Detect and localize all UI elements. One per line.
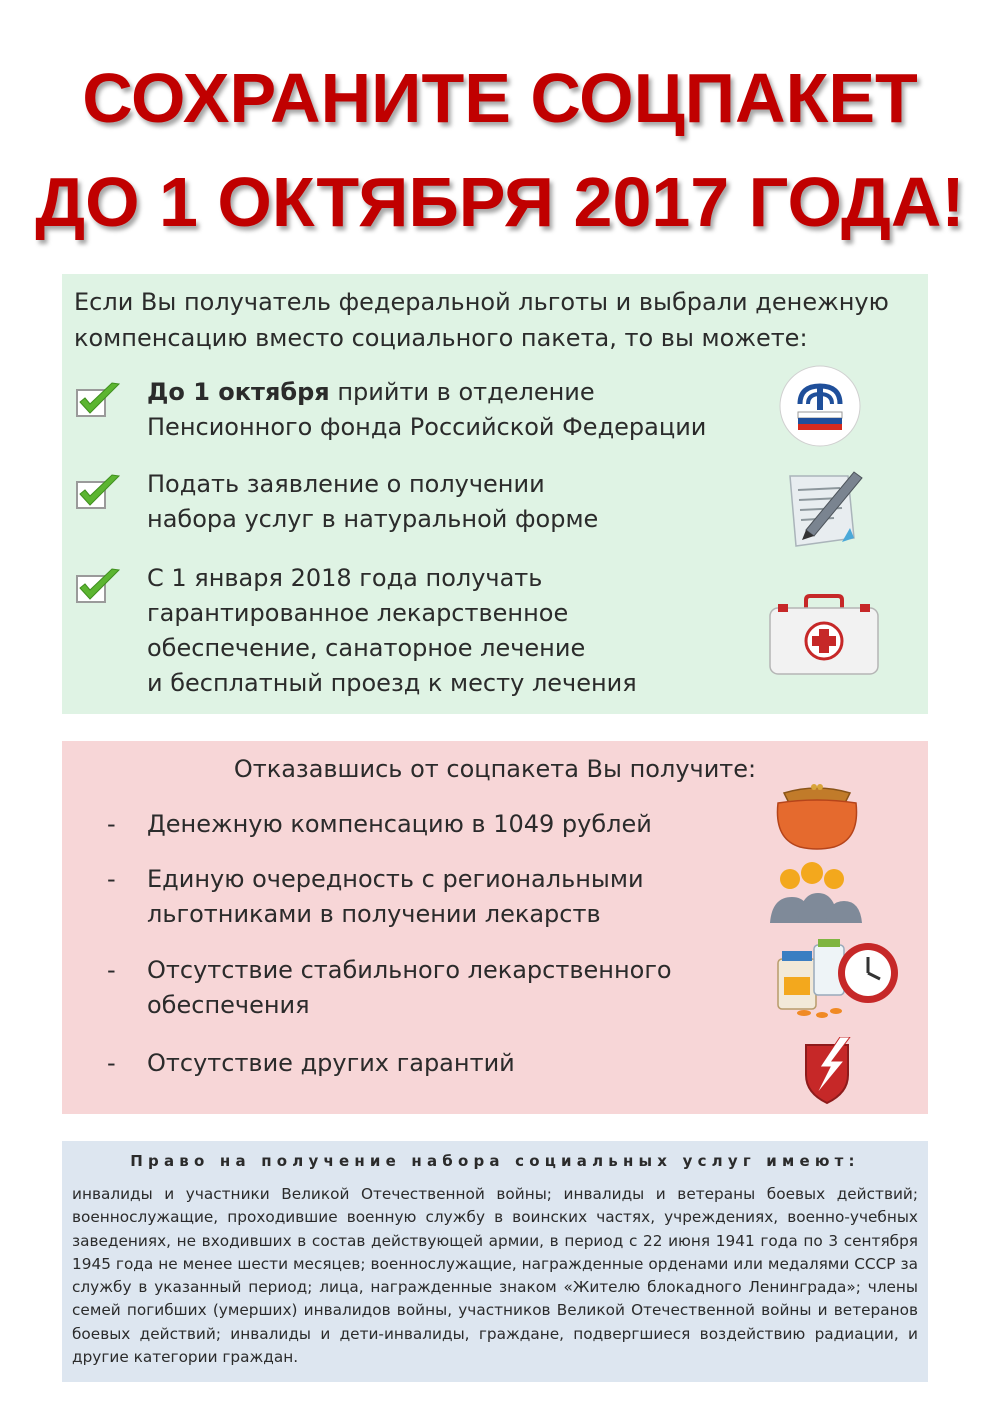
document-pen-icon bbox=[784, 466, 868, 550]
red-item-4-dash: - bbox=[107, 1049, 116, 1077]
red-heading: Отказавшись от соцпакета Вы получите: bbox=[233, 755, 757, 783]
red-item-2-text-2: льготниками в получении лекарств bbox=[147, 900, 601, 928]
red-panel bbox=[62, 741, 928, 1114]
red-item-3-dash: - bbox=[107, 956, 116, 984]
purse-icon bbox=[774, 779, 860, 851]
green-item-2-text-2: набора услуг в натуральной форме bbox=[147, 505, 599, 533]
pfr-logo-icon bbox=[778, 364, 862, 448]
green-item-3 bbox=[147, 561, 637, 701]
blue-body-text: инвалиды и участники Великой Отечественной войны; инвалиды и ветераны боевых действий; военнослужащие, проходившие военную службу в воинских частях, учреждениях, военно-учебных заведениях, не входивших в состав действующей армии, в период с 22 июня 1941 года по 3 сентября 1945 года не менее шести месяцев; военнослужащие, награжденные орденами или медалями СССР за службу в указанный период; лица, награжденные знаком «Жителю блокадного Ленинграда»; члены семей погибших (умерших) инвалидов войны, участников Великой Отечественной войны и ветеранов боевых действий; инвалиды и дети-инвалиды, граждане, подвергшиеся воздействию радиации, и другие категории граждан. bbox=[72, 1185, 918, 1367]
first-aid-kit-icon bbox=[766, 594, 882, 678]
checkbox-checked-icon bbox=[74, 380, 122, 420]
checkbox-checked-icon bbox=[74, 472, 122, 512]
red-item-1-text: Денежную компенсацию в 1049 рублей bbox=[147, 810, 652, 838]
headline-line-2: ДО 1 ОКТЯБРЯ 2017 ГОДА! bbox=[35, 163, 965, 241]
red-item-3 bbox=[147, 953, 672, 1023]
blue-heading: Право на получение набора социальных услуг имеют: bbox=[130, 1152, 860, 1170]
red-item-1-dash: - bbox=[107, 810, 116, 838]
green-item-2 bbox=[147, 467, 598, 537]
red-item-2 bbox=[147, 862, 644, 932]
blue-panel bbox=[62, 1141, 928, 1382]
red-item-2-text: Единую очередность с региональными bbox=[147, 865, 644, 893]
green-item-1-text: прийти в отделение bbox=[329, 378, 595, 406]
pills-clock-icon bbox=[774, 937, 900, 1019]
red-item-1 bbox=[147, 807, 652, 842]
green-item-3-text: С 1 января 2018 года получать bbox=[147, 564, 543, 592]
broken-shield-icon bbox=[800, 1037, 860, 1105]
people-group-icon bbox=[770, 861, 864, 923]
green-item-1-bold: До 1 октября bbox=[147, 378, 330, 406]
red-item-4-text: Отсутствие других гарантий bbox=[147, 1049, 515, 1077]
green-item-1 bbox=[147, 375, 706, 445]
red-item-4 bbox=[147, 1046, 515, 1081]
green-intro: Если Вы получатель федеральной льготы и выбрали денежную компенсацию вместо социального пакета, то вы можете: bbox=[74, 288, 889, 352]
green-item-2-text: Подать заявление о получении bbox=[147, 470, 545, 498]
red-item-3-text: Отсутствие стабильного лекарственного bbox=[147, 956, 672, 984]
green-item-3-text-3: обеспечение, санаторное лечение bbox=[147, 634, 586, 662]
green-item-1-text-2: Пенсионного фонда Российской Федерации bbox=[147, 413, 707, 441]
headline-line-1: СОХРАНИТЕ СОЦПАКЕТ bbox=[82, 59, 918, 137]
checkbox-checked-icon bbox=[74, 566, 122, 606]
red-item-2-dash: - bbox=[107, 865, 116, 893]
green-item-3-text-2: гарантированное лекарственное bbox=[147, 599, 569, 627]
red-item-3-text-2: обеспечения bbox=[147, 991, 310, 1019]
green-panel bbox=[62, 274, 928, 714]
green-item-3-text-4: и бесплатный проезд к месту лечения bbox=[147, 669, 637, 697]
